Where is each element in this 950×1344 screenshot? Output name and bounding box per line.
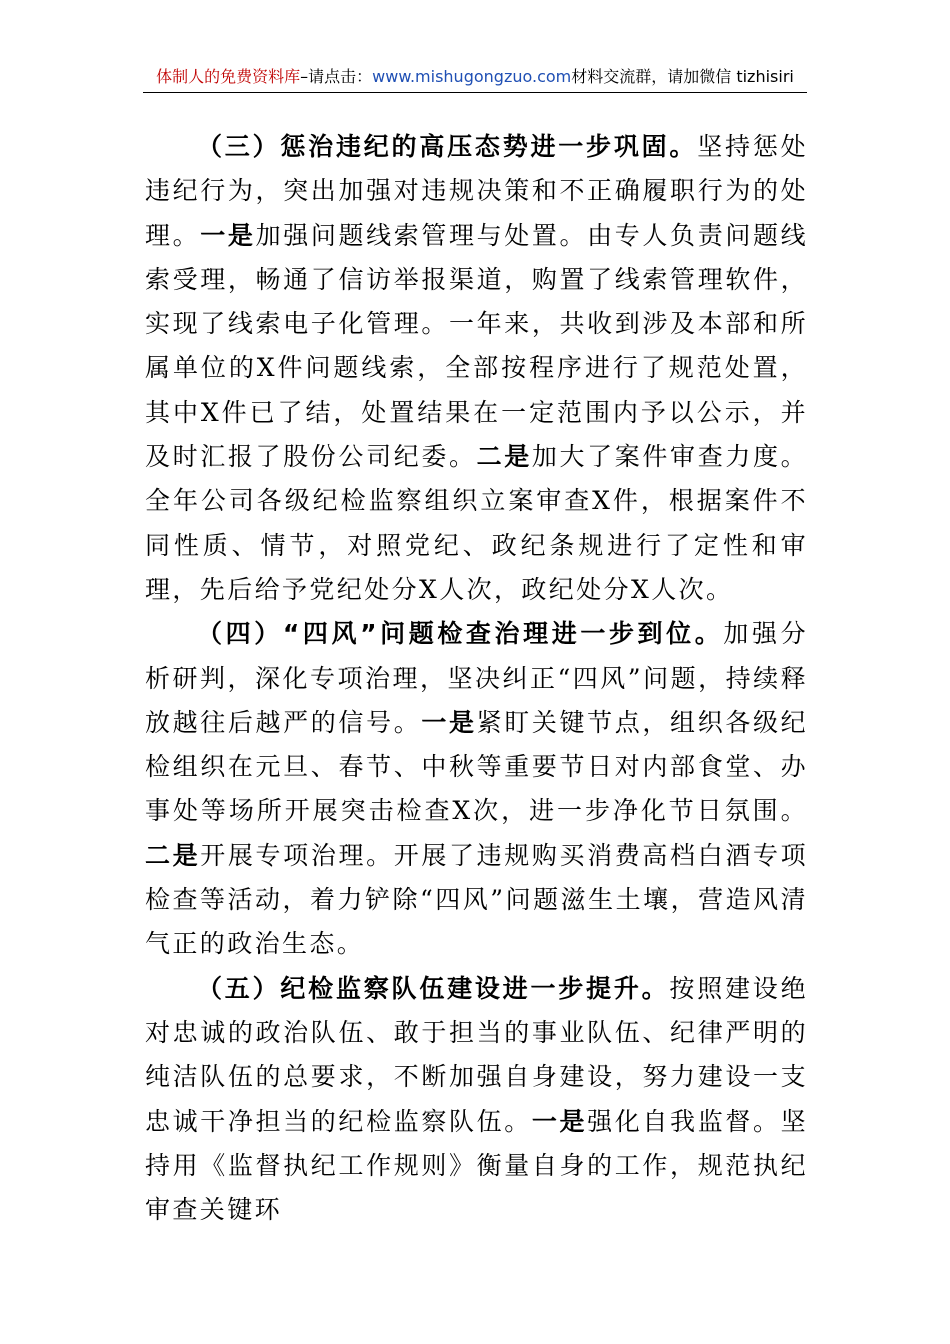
header-brand-text: 体制人的免费资料库 bbox=[156, 67, 301, 86]
section-5-text-1: 按照建设绝对忠诚的政治队伍、敢于担当的事业队伍、纪律严明的纯洁队伍的总要求，不断加强自身建设，努力建设一支忠诚干净担当的纪检监察队伍。 bbox=[145, 973, 808, 1136]
section-4-text-1: 加强分析研判，深化专项治理，坚决纠正“四风”问题，持续释放越往后越严的信号。 bbox=[145, 619, 809, 737]
paragraph-section-3 bbox=[145, 125, 808, 612]
section-4-text-3: 开展专项治理。开展了违规购买消费高档白酒专项检查等活动，着力铲除“四风”问题滋生土壤，营造风清气正的政治生态。 bbox=[145, 840, 808, 959]
header-prompt-text: –请点击： bbox=[300, 67, 373, 86]
paragraph-section-5 bbox=[145, 967, 808, 1233]
section-3-heading: （三）惩治违纪的高压态势进一步巩固。 bbox=[197, 132, 698, 161]
page-header-banner bbox=[143, 64, 807, 93]
section-5-text-2: 强化自我监督。坚持用《监督执纪工作规则》衡量自身的工作，规范执纪审查关键环 bbox=[145, 1106, 808, 1225]
section-3-bold-1: 一是 bbox=[200, 220, 256, 250]
header-contact-text: 材料交流群，请加微信 tizhisiri bbox=[571, 67, 794, 86]
section-3-bold-2: 二是 bbox=[476, 442, 532, 472]
paragraph-section-4 bbox=[145, 612, 808, 966]
section-4-bold-1: 一是 bbox=[421, 707, 477, 737]
section-5-bold-1: 一是 bbox=[531, 1106, 588, 1136]
section-3-text-2: 加强问题线索管理与处置。由专人负责问题线索受理，畅通了信访举报渠道，购置了线索管理软件，实现了线索电子化管理。一年来，共收到涉及本部和所属单位的X件问题线索，全部按程序进行了规范处置，其中X件已了结，处置结果在一定范围内予以公示，并及时汇报了股份公司纪委。 bbox=[145, 220, 808, 472]
document-body bbox=[145, 125, 808, 1232]
section-5-heading: （五）纪检监察队伍建设进一步提升。 bbox=[197, 973, 670, 1003]
header-website-link[interactable]: www.mishugongzuo.com bbox=[372, 67, 572, 86]
section-4-heading: （四）“四风”问题检查治理进一步到位。 bbox=[197, 619, 724, 649]
section-3-text-1: 坚持惩处违纪行为，突出加强对违规决策和不正确履职行为的处理。 bbox=[145, 132, 809, 250]
section-4-bold-2: 二是 bbox=[145, 840, 201, 870]
section-3-text-3: 加大了案件审查力度。全年公司各级纪检监察组织立案审查X件，根据案件不同性质、情节，对照党纪、政纪条规进行了定性和审理，先后给予党纪处分X人次，政纪处分X人次。 bbox=[145, 442, 808, 604]
section-4-text-2: 紧盯关键节点，组织各级纪检组织在元旦、春节、中秋等重要节日对内部食堂、办事处等场所开展突击检查X次，进一步净化节日氛围。 bbox=[145, 707, 808, 826]
